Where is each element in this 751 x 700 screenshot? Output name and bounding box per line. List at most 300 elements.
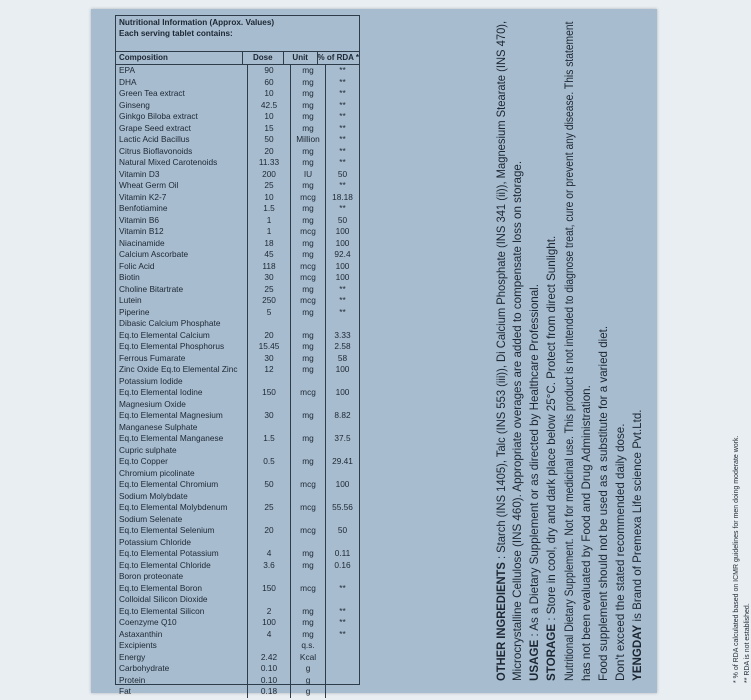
table-row xyxy=(116,479,359,491)
row-dose: 10 xyxy=(248,88,291,100)
row-composition: Ginkgo Biloba extract xyxy=(116,111,248,123)
row-unit: g xyxy=(291,663,326,675)
row-rda: ** xyxy=(339,157,346,167)
row-dose: 45 xyxy=(248,249,291,261)
row-unit: mg xyxy=(291,330,326,342)
table-row xyxy=(116,537,359,549)
row-composition: Citrus Bioflavonoids xyxy=(116,146,248,158)
row-dose xyxy=(248,468,291,480)
row-unit: mg xyxy=(291,249,326,261)
row-rda xyxy=(326,422,359,434)
row-composition: Biotin xyxy=(116,272,248,284)
row-dose: 12 xyxy=(248,364,291,376)
row-composition: Manganese Sulphate xyxy=(116,422,248,434)
table-row xyxy=(116,422,359,434)
row-composition: Protein xyxy=(116,675,248,687)
row-unit: mg xyxy=(291,433,326,445)
row-composition: Eq.to Elemental Potassium xyxy=(116,548,248,560)
row-rda xyxy=(326,376,359,388)
row-composition: Sodium Selenate xyxy=(116,514,248,526)
row-composition: Vitamin K2-7 xyxy=(116,192,248,204)
table-row xyxy=(116,640,359,652)
usage-text: : As a Dietary Supplement or as directed by Healthcare Professional. xyxy=(528,284,541,640)
row-composition: Eq.to Elemental Silicon xyxy=(116,606,248,618)
nutrition-table xyxy=(115,15,360,696)
row-rda: ** xyxy=(339,76,346,87)
row-rda: 50 xyxy=(337,168,348,179)
row-composition: Eq.to Elemental Chromium xyxy=(116,479,248,491)
row-composition: EPA xyxy=(116,65,248,77)
table-row xyxy=(116,617,359,629)
row-dose: 20 xyxy=(248,525,291,537)
table-row xyxy=(116,192,359,204)
row-dose: 1.5 xyxy=(248,433,291,445)
row-dose: 25 xyxy=(248,284,291,296)
disclaimer-line-3: Food supplement should not be used as a substitute for a varied diet. xyxy=(597,325,610,681)
row-rda xyxy=(326,594,359,606)
row-dose xyxy=(248,514,291,526)
row-dose: 2 xyxy=(248,606,291,618)
row-unit xyxy=(291,318,326,330)
usage-label: USAGE xyxy=(528,639,541,681)
table-row xyxy=(116,399,359,411)
row-rda: 8.82 xyxy=(334,410,351,420)
row-dose xyxy=(248,537,291,549)
row-unit xyxy=(291,422,326,434)
table-row xyxy=(116,456,359,468)
row-composition: Zinc Oxide Eq.to Elemental Zinc xyxy=(116,364,248,376)
table-row xyxy=(116,238,359,250)
row-composition: Folic Acid xyxy=(116,261,248,273)
brand-label: YENGDAY xyxy=(631,624,644,681)
column-headers xyxy=(116,52,359,65)
table-row xyxy=(116,203,359,215)
row-composition: Fat xyxy=(116,686,248,698)
row-dose: 25 xyxy=(248,502,291,514)
row-unit xyxy=(291,445,326,457)
row-rda xyxy=(326,537,359,549)
row-rda: ** xyxy=(339,111,346,121)
row-rda: ** xyxy=(339,283,346,294)
table-title: Nutritional Information (Approx. Values) xyxy=(119,18,275,27)
table-row xyxy=(116,261,359,273)
row-composition: Green Tea extract xyxy=(116,88,248,100)
row-unit: mcg xyxy=(291,226,326,238)
table-row xyxy=(116,88,359,100)
row-rda xyxy=(326,514,359,526)
row-rda: 100 xyxy=(335,237,350,248)
row-unit: mg xyxy=(291,180,326,192)
table-row xyxy=(116,249,359,261)
row-unit: mg xyxy=(291,65,326,77)
row-rda: 92.4 xyxy=(334,249,351,259)
row-unit: mg xyxy=(291,157,326,169)
row-composition: Lutein xyxy=(116,295,248,307)
row-unit: mg xyxy=(291,215,326,227)
row-dose: 20 xyxy=(248,146,291,158)
storage-line xyxy=(545,236,558,681)
row-dose: 150 xyxy=(248,387,291,399)
row-composition: DHA xyxy=(116,77,248,89)
row-dose: 10 xyxy=(248,111,291,123)
other-ingredients-text: : Starch (INS 1405), Talc (INS 553 (iii)), Di Calcium Phosphate (INS 341 (ii)), Magnesium Stearate (INS 470), xyxy=(495,20,508,563)
row-unit: g xyxy=(291,675,326,687)
row-dose: 1.5 xyxy=(248,203,291,215)
row-unit: mg xyxy=(291,606,326,618)
row-unit xyxy=(291,491,326,503)
row-rda: 50 xyxy=(337,214,348,225)
row-composition: Colloidal Silicon Dioxide xyxy=(116,594,248,606)
row-unit: mcg xyxy=(291,387,326,399)
table-row xyxy=(116,606,359,618)
table-row xyxy=(116,318,359,330)
brand-line xyxy=(631,409,644,681)
row-rda: 100 xyxy=(335,364,350,374)
disclaimer-line-4: Don't exceed the stated recommended daily dose. xyxy=(614,423,627,681)
row-dose xyxy=(248,571,291,583)
row-composition: Eq.to Elemental Phosphorus xyxy=(116,341,248,353)
row-dose: 25 xyxy=(248,180,291,192)
row-unit xyxy=(291,376,326,388)
row-rda: ** xyxy=(339,617,346,627)
row-rda xyxy=(326,663,359,675)
row-composition: Calcium Ascorbate xyxy=(116,249,248,261)
table-row xyxy=(116,514,359,526)
table-row xyxy=(116,215,359,227)
row-unit: Kcal xyxy=(291,652,326,664)
table-row xyxy=(116,571,359,583)
row-rda: 100 xyxy=(335,387,350,397)
storage-label: STORAGE xyxy=(545,623,558,681)
row-unit: mg xyxy=(291,88,326,100)
col-unit: Unit xyxy=(284,52,318,64)
row-composition: Chromium picolinate xyxy=(116,468,248,480)
row-unit xyxy=(291,468,326,480)
footnote-rda-not-established: ** RDA is not established. xyxy=(744,603,751,683)
row-rda xyxy=(326,686,359,698)
row-composition: Eq.to Elemental Selenium xyxy=(116,525,248,537)
row-rda: 50 xyxy=(337,525,348,535)
row-dose: 50 xyxy=(248,134,291,146)
row-dose xyxy=(248,491,291,503)
col-rda: % of RDA * xyxy=(317,53,359,62)
row-composition: Boron proteonate xyxy=(116,571,248,583)
row-dose xyxy=(248,640,291,652)
row-dose: 2.42 xyxy=(248,652,291,664)
row-dose xyxy=(248,594,291,606)
row-composition: Eq.to Elemental Chloride xyxy=(116,560,248,572)
row-composition: Wheat Germ Oil xyxy=(116,180,248,192)
row-rda: ** xyxy=(339,295,346,305)
row-composition: Eq.to Elemental Molybdenum xyxy=(116,502,248,514)
row-rda xyxy=(326,445,359,457)
table-row xyxy=(116,686,359,698)
table-row xyxy=(116,65,359,77)
row-composition: Coenzyme Q10 xyxy=(116,617,248,629)
table-row xyxy=(116,376,359,388)
row-composition: Natural Mixed Carotenoids xyxy=(116,157,248,169)
row-rda: 2.58 xyxy=(334,341,351,351)
row-composition: Lactic Acid Bacillus xyxy=(116,134,248,146)
row-rda xyxy=(326,640,359,652)
row-composition: Grape Seed extract xyxy=(116,123,248,135)
row-composition: Potassium Iodide xyxy=(116,376,248,388)
row-unit: mcg xyxy=(291,261,326,273)
row-unit xyxy=(291,594,326,606)
col-composition: Composition xyxy=(116,52,243,64)
row-rda xyxy=(326,318,359,330)
row-unit: mcg xyxy=(291,479,326,491)
table-row xyxy=(116,111,359,123)
row-rda: 0.16 xyxy=(334,559,351,570)
row-composition: Ferrous Fumarate xyxy=(116,353,248,365)
table-row xyxy=(116,100,359,112)
row-rda: ** xyxy=(339,134,346,144)
row-dose: 4 xyxy=(248,629,291,641)
row-unit: mg xyxy=(291,560,326,572)
row-dose: 200 xyxy=(248,169,291,181)
brand-text: is Brand of Premexa Life science Pvt.Ltd. xyxy=(631,409,644,625)
row-unit: mcg xyxy=(291,295,326,307)
row-unit: mcg xyxy=(291,192,326,204)
table-row xyxy=(116,169,359,181)
ingredients-continued: Microcrystalline Cellulose (INS 460). Appropriate overages are added to compensate loss on storage. xyxy=(511,160,524,681)
row-dose: 90 xyxy=(248,65,291,77)
row-rda: ** xyxy=(339,628,346,639)
row-dose: 30 xyxy=(248,272,291,284)
row-unit: IU xyxy=(291,169,326,181)
row-unit: mg xyxy=(291,123,326,135)
row-unit: mcg xyxy=(291,272,326,284)
row-composition: Piperine xyxy=(116,307,248,319)
row-dose: 250 xyxy=(248,295,291,307)
row-composition: Vitamin B6 xyxy=(116,215,248,227)
table-row xyxy=(116,560,359,572)
row-rda: ** xyxy=(339,65,346,75)
table-row xyxy=(116,491,359,503)
row-rda: 18.18 xyxy=(332,191,353,202)
row-rda: ** xyxy=(339,99,346,110)
table-row xyxy=(116,594,359,606)
row-composition: Ginseng xyxy=(116,100,248,112)
row-dose: 18 xyxy=(248,238,291,250)
row-dose: 1 xyxy=(248,226,291,238)
row-rda: ** xyxy=(339,582,346,593)
table-row xyxy=(116,295,359,307)
row-dose xyxy=(248,399,291,411)
row-dose: 1 xyxy=(248,215,291,227)
row-composition: Potassium Chloride xyxy=(116,537,248,549)
col-dose: Dose xyxy=(243,52,284,64)
row-dose: 11.33 xyxy=(248,157,291,169)
row-composition: Eq.to Copper xyxy=(116,456,248,468)
row-unit: mcg xyxy=(291,525,326,537)
table-row xyxy=(116,180,359,192)
row-composition: Carbohydrate xyxy=(116,663,248,675)
row-unit: mg xyxy=(291,364,326,376)
row-composition: Vitamin D3 xyxy=(116,169,248,181)
table-row xyxy=(116,468,359,480)
row-rda: ** xyxy=(339,88,346,98)
row-unit: mg xyxy=(291,353,326,365)
row-dose: 100 xyxy=(248,617,291,629)
row-rda: 0.11 xyxy=(334,548,351,558)
table-row xyxy=(116,123,359,135)
row-unit: mg xyxy=(291,548,326,560)
row-unit: mg xyxy=(291,456,326,468)
row-dose xyxy=(248,445,291,457)
row-unit xyxy=(291,571,326,583)
table-row xyxy=(116,583,359,595)
row-composition: Dibasic Calcium Phosphate xyxy=(116,318,248,330)
disclaimer-line-2: has not been evaluated by Food and Drug Administration. xyxy=(580,385,593,681)
table-row xyxy=(116,525,359,537)
storage-text: : Store in cool, dry and dark place below 25°C. Protect from direct Sunlight. xyxy=(545,235,558,624)
table-row xyxy=(116,675,359,687)
row-dose: 0.18 xyxy=(248,686,291,698)
row-unit: g xyxy=(291,686,326,698)
row-composition: Niacinamide xyxy=(116,238,248,250)
row-rda: 100 xyxy=(335,272,350,282)
usage-line xyxy=(528,284,541,681)
row-dose xyxy=(248,376,291,388)
row-unit: mg xyxy=(291,629,326,641)
row-dose: 10 xyxy=(248,192,291,204)
row-rda: ** xyxy=(339,145,346,156)
table-row xyxy=(116,134,359,146)
table-row xyxy=(116,433,359,445)
row-rda: ** xyxy=(339,306,346,317)
row-unit: mg xyxy=(291,284,326,296)
row-dose: 0.5 xyxy=(248,456,291,468)
row-rda xyxy=(326,675,359,687)
table-row xyxy=(116,330,359,342)
other-ingredients-label: OTHER INGREDIENTS xyxy=(495,562,508,681)
row-composition: Eq.to Elemental Iodine xyxy=(116,387,248,399)
row-rda: 100 xyxy=(335,226,350,236)
row-dose: 150 xyxy=(248,583,291,595)
row-unit: mg xyxy=(291,617,326,629)
row-dose xyxy=(248,318,291,330)
row-dose: 30 xyxy=(248,410,291,422)
row-unit: mcg xyxy=(291,502,326,514)
row-composition: Choline Bitartrate xyxy=(116,284,248,296)
row-rda xyxy=(326,399,359,411)
table-row xyxy=(116,445,359,457)
table-row xyxy=(116,410,359,422)
row-dose: 15 xyxy=(248,123,291,135)
row-rda: ** xyxy=(339,122,346,133)
footnote-rda: * % of RDA calculated based on ICMR guidelines for men doing moderate work. xyxy=(733,435,740,683)
row-composition: Eq.to Elemental Boron xyxy=(116,583,248,595)
table-row xyxy=(116,502,359,514)
row-composition: Benfotiamine xyxy=(116,203,248,215)
table-row xyxy=(116,548,359,560)
table-row xyxy=(116,272,359,284)
table-row xyxy=(116,341,359,353)
row-dose: 5 xyxy=(248,307,291,319)
table-row xyxy=(116,307,359,319)
row-composition: Eq.to Elemental Manganese xyxy=(116,433,248,445)
row-composition: Vitamin B12 xyxy=(116,226,248,238)
table-row xyxy=(116,157,359,169)
table-body xyxy=(116,65,359,696)
row-composition: Magnesium Oxide xyxy=(116,399,248,411)
row-composition: Eq.to Elemental Magnesium xyxy=(116,410,248,422)
row-composition: Sodium Molybdate xyxy=(116,491,248,503)
row-unit: q.s. xyxy=(291,640,326,652)
row-rda xyxy=(326,491,359,503)
table-subtitle: Each serving tablet contains: xyxy=(119,29,233,38)
row-unit: mg xyxy=(291,203,326,215)
row-composition: Excipients xyxy=(116,640,248,652)
row-rda: ** xyxy=(339,605,346,616)
table-row xyxy=(116,629,359,641)
row-dose: 3.6 xyxy=(248,560,291,572)
row-rda: ** xyxy=(339,203,346,213)
row-rda: 58 xyxy=(337,352,348,363)
row-rda xyxy=(326,571,359,583)
label-panel xyxy=(91,9,751,696)
table-row xyxy=(116,226,359,238)
row-dose: 30 xyxy=(248,353,291,365)
row-composition: Astaxanthin xyxy=(116,629,248,641)
table-header xyxy=(116,16,359,52)
row-rda: 100 xyxy=(335,260,350,271)
table-row xyxy=(116,284,359,296)
row-dose: 118 xyxy=(248,261,291,273)
row-dose: 4 xyxy=(248,548,291,560)
row-unit: mg xyxy=(291,238,326,250)
row-rda: 100 xyxy=(335,479,350,489)
row-unit: mg xyxy=(291,77,326,89)
table-row xyxy=(116,364,359,376)
row-unit: mg xyxy=(291,307,326,319)
row-unit: mcg xyxy=(291,583,326,595)
row-composition: Cupric sulphate xyxy=(116,445,248,457)
row-unit: Million xyxy=(291,134,326,146)
row-rda: 3.33 xyxy=(334,329,351,340)
row-composition: Eq.to Elemental Calcium xyxy=(116,330,248,342)
row-unit: mg xyxy=(291,111,326,123)
table-row xyxy=(116,663,359,675)
row-rda: 29.41 xyxy=(332,456,353,466)
row-rda xyxy=(326,652,359,664)
row-unit: mg xyxy=(291,341,326,353)
row-dose: 0.10 xyxy=(248,675,291,687)
row-dose: 60 xyxy=(248,77,291,89)
row-unit: mg xyxy=(291,100,326,112)
row-unit: mg xyxy=(291,410,326,422)
row-dose: 0.10 xyxy=(248,663,291,675)
table-row xyxy=(116,77,359,89)
table-row xyxy=(116,353,359,365)
table-row xyxy=(116,387,359,399)
table-row xyxy=(116,652,359,664)
row-rda: 37.5 xyxy=(334,433,351,443)
disclaimer-line-1: Nutritional Dietary Supplement. Not for medicinal use. This product is not intended to diagnose treat, cure or prevent any disease. This statement xyxy=(563,21,576,681)
row-composition: Energy xyxy=(116,652,248,664)
row-unit xyxy=(291,514,326,526)
row-dose: 50 xyxy=(248,479,291,491)
row-unit xyxy=(291,399,326,411)
row-rda: ** xyxy=(339,180,346,190)
row-dose: 20 xyxy=(248,330,291,342)
other-ingredients-line xyxy=(495,21,508,681)
table-row xyxy=(116,146,359,158)
row-unit xyxy=(291,537,326,549)
row-rda xyxy=(326,468,359,480)
